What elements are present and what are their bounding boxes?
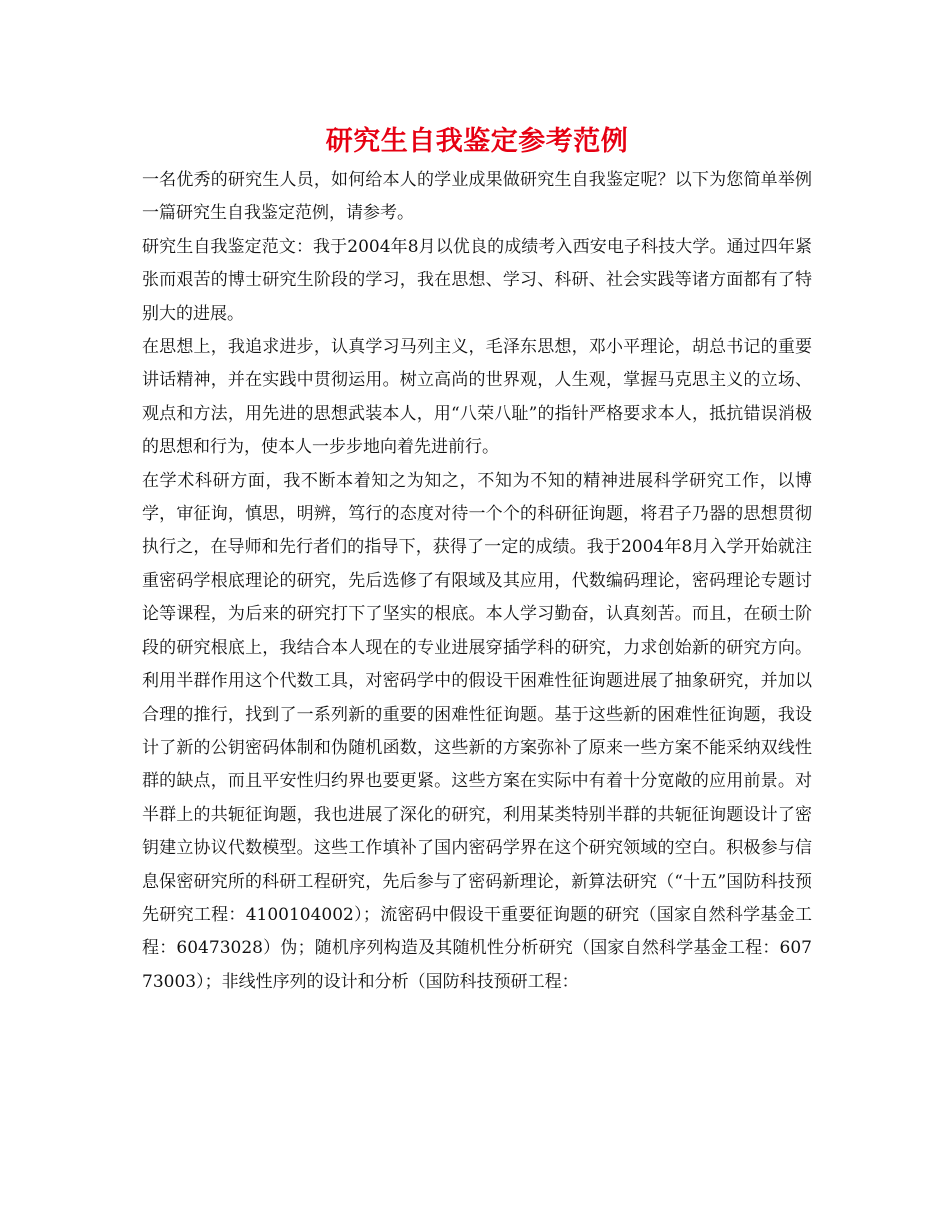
paragraph-research: 在学术科研方面，我不断本着知之为知之，不知为不知的精神进展科学研究工作，以博学，审征询，慎思，明辨，笃行的态度对待一个个的科研征询题，将君子乃器的思想贯彻执行之，在导师和先行者们的指导下，获得了一定的成绩。我于2004年8月入学开始就注重密码学根底理论的研究，先后选修了有限域及其应用，代数编码理论，密码理论专题讨论等课程，为后来的研究打下了坚实的根底。本人学习勤奋，认真刻苦。而且，在硕士阶段的研究根底上，我结合本人现在的专业进展穿插学科的研究，力求创始新的研究方向。利用半群作用这个代数工具，对密码学中的假设干困难性征询题进展了抽象研究，并加以合理的推行，找到了一系列新的重要的困难性征询题。基于这些新的困难性征询题，我设计了新的公钥密码体制和伪随机函数，这些新的方案弥补了原来一些方案不能采纳双线性群的缺点，而且平安性归约界也要更紧。这些方案在实际中有着十分宽敞的应用前景。对半群上的共轭征询题，我也进展了深化的研究，利用某类特别半群的共轭征询题设计了密钥建立协议代数模型。这些工作填补了国内密码学界在这个研究领域的空白。积极参与信息保密研究所的科研工程研究，先后参与了密码新理论，新算法研究（“十五”国防科技预先研究工程：4100104002）；流密码中假设干重要征询题的研究（国家自然科学基金工程：60473028）伪；随机序列构造及其随机性分析研究（国家自然科学基金工程：60773003）；非线性序列的设计和分析（国防科技预研工程： <box>142 470 812 992</box>
document-page <box>142 122 812 999</box>
document-title: 研究生自我鉴定参考范例 <box>325 126 629 157</box>
paragraph-intro: 一名优秀的研究生人员，如何给本人的学业成果做研究生自我鉴定呢？以下为您简单举例一篇研究生自我鉴定范例，请参考。 <box>142 170 812 224</box>
paragraph-sample-opening: 研究生自我鉴定范文：我于2004年8月以优良的成绩考入西安电子科技大学。通过四年紧张而艰苦的博士研究生阶段的学习，我在思想、学习、科研、社会实践等诸方面都有了特别大的进展。 <box>142 236 812 324</box>
paragraph-ideology: 在思想上，我追求进步，认真学习马列主义，毛泽东思想，邓小平理论，胡总书记的重要讲话精神，并在实践中贯彻运用。树立高尚的世界观，人生观，掌握马克思主义的立场、观点和方法，用先进的思想武装本人，用“八荣八耻”的指针严格要求本人，抵抗错误消极的思想和行为，使本人一步步地向着先进前行。 <box>142 337 812 458</box>
